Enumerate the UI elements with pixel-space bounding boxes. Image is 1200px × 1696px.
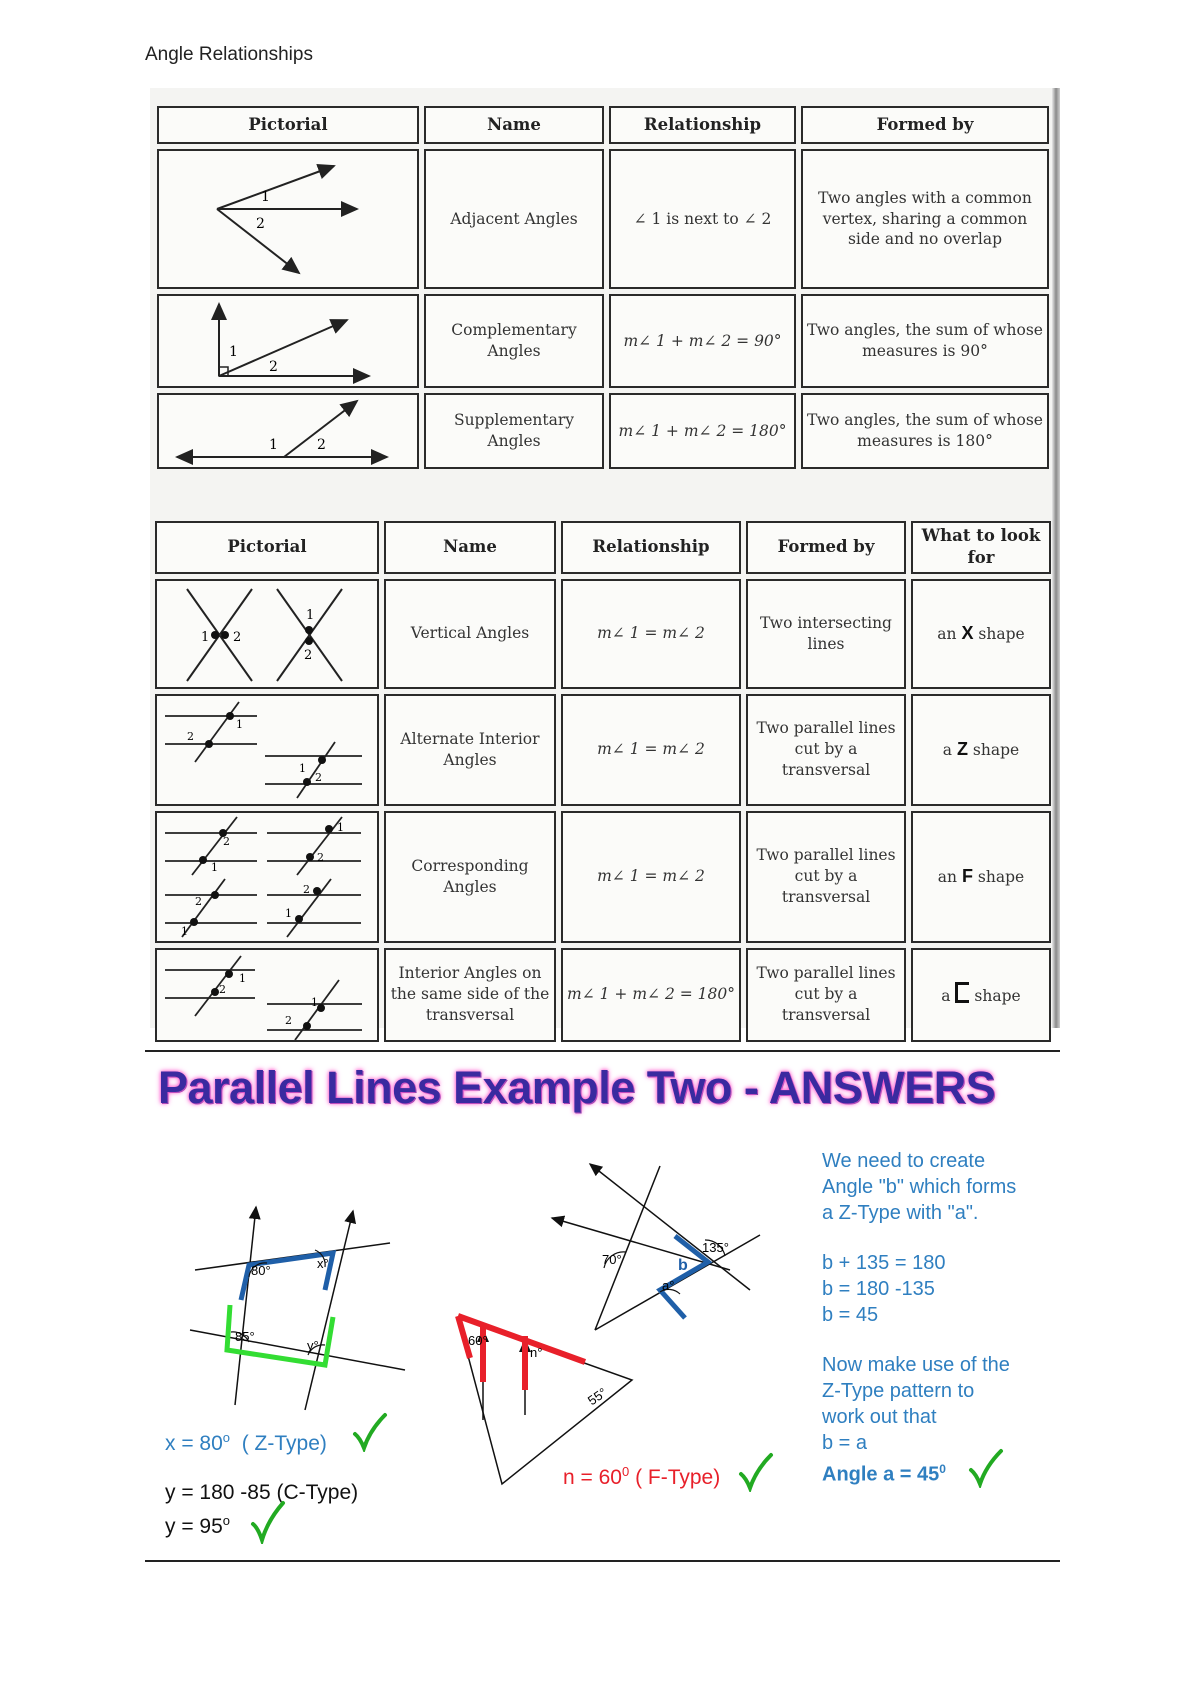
complementary-angles-diagram <box>157 294 419 388</box>
table-header-row <box>157 106 1049 144</box>
angle-label-1: 1 <box>261 189 270 205</box>
x-answer-value: x = 80 <box>165 1432 223 1455</box>
shape-letter-z: Z <box>956 739 968 760</box>
quadrilateral-diagram <box>175 1195 415 1435</box>
table-row <box>155 811 1051 943</box>
angle-label-2: 2 <box>317 850 324 864</box>
degree-symbol: 0 <box>939 1462 946 1476</box>
shape-letter-x: X <box>961 623 974 644</box>
table-row <box>157 393 1049 469</box>
corresponding-angles-diagram <box>155 811 379 943</box>
vertical-angles-name: Vertical Angles <box>384 579 556 689</box>
explanation-line: b + 135 = 180 <box>822 1252 946 1274</box>
look-suffix: shape <box>972 741 1020 760</box>
vertical-angles-formed-by: Two intersecting lines <box>746 579 906 689</box>
section-divider-bottom <box>145 1560 1060 1562</box>
look-prefix: an <box>937 625 957 644</box>
look-prefix: an <box>937 868 958 887</box>
bracket-c-icon <box>955 982 969 1003</box>
explanation-spacer <box>822 1328 1016 1352</box>
header-relationship: Relationship <box>561 521 741 574</box>
angle-label-2: 2 <box>303 882 310 896</box>
corresponding-angles-name: Corresponding Angles <box>384 811 556 943</box>
supplementary-angles-relationship: m∠ 1 + m∠ 2 = 180° <box>609 393 796 469</box>
vertical-angles-relationship: m∠ 1 = m∠ 2 <box>561 579 741 689</box>
alternate-interior-formed-by: Two parallel lines cut by a transversal <box>746 694 906 806</box>
header-name: Name <box>424 106 604 144</box>
corresponding-angles-look-for <box>911 811 1051 943</box>
shape-letter-f: F <box>961 866 973 887</box>
angle-label-1: 1 <box>299 761 306 775</box>
angle-label-2: 2 <box>233 629 242 645</box>
degree-symbol: o <box>222 1513 231 1528</box>
header-formed-by: Formed by <box>746 521 906 574</box>
angle-55-label: 55° <box>584 1384 610 1409</box>
table-row <box>157 149 1049 289</box>
adjacent-angles-formed-by: Two angles with a common vertex, sharing a common side and no overlap <box>801 149 1049 289</box>
n-answer-value: n = 60 <box>563 1466 622 1489</box>
table-row <box>155 694 1051 806</box>
look-prefix: a <box>941 987 951 1006</box>
angle-y-label: y° <box>307 1338 319 1353</box>
x-answer <box>165 1430 327 1456</box>
complementary-angles-relationship: m∠ 1 + m∠ 2 = 90° <box>609 294 796 388</box>
explanation-line: Now make use of the <box>822 1354 1010 1376</box>
same-side-interior-formed-by: Two parallel lines cut by a transversal <box>746 948 906 1042</box>
table-row <box>155 579 1051 689</box>
angle-label-2: 2 <box>315 770 322 784</box>
look-prefix: a <box>942 741 953 760</box>
angle-n-label: n° <box>530 1345 543 1360</box>
y-answer-value: y = 95 <box>165 1515 223 1538</box>
angle-70-label: 70° <box>602 1252 622 1267</box>
adjacent-angles-diagram <box>157 149 419 289</box>
same-side-interior-diagram <box>155 948 379 1042</box>
angle-80-label: 80° <box>251 1263 271 1278</box>
angle-label-1: 1 <box>211 860 218 874</box>
angle-label-2: 2 <box>223 834 230 848</box>
angle-label-1: 1 <box>181 924 188 938</box>
alternate-interior-diagram <box>155 694 379 806</box>
angle-label-1: 1 <box>337 820 344 834</box>
same-side-interior-look-for <box>911 948 1051 1042</box>
n-answer-type: ( F-Type) <box>635 1466 721 1489</box>
alternate-interior-name: Alternate Interior Angles <box>384 694 556 806</box>
angle-135-label: 135° <box>702 1240 729 1255</box>
same-side-interior-name: Interior Angles on the same side of the transversal <box>384 948 556 1042</box>
explanation-spacer <box>822 1226 1016 1250</box>
angle-b-label: b <box>678 1257 688 1274</box>
adjacent-angles-name: Adjacent Angles <box>424 149 604 289</box>
angle-label-2: 2 <box>219 982 226 996</box>
explanation-line: b = a <box>822 1432 868 1454</box>
y-answer-line-2 <box>165 1513 230 1539</box>
table-header-row <box>155 521 1051 574</box>
vertical-angles-look-for <box>911 579 1051 689</box>
n-answer <box>563 1464 720 1490</box>
angle-label-2: 2 <box>195 894 202 908</box>
corresponding-angles-relationship: m∠ 1 = m∠ 2 <box>561 811 741 943</box>
x-answer-type: ( Z-Type) <box>241 1432 327 1455</box>
complementary-angles-formed-by: Two angles, the sum of whose measures is 90° <box>801 294 1049 388</box>
checkmark-icon <box>250 1500 286 1544</box>
page-title: Angle Relationships <box>145 44 313 65</box>
a-answer-value: Angle a = 45 <box>822 1463 940 1486</box>
table-row <box>155 948 1051 1042</box>
angle-60-label: 60° <box>468 1333 488 1348</box>
angle-a-label: a° <box>662 1278 675 1293</box>
explanation-line: b = 45 <box>822 1304 879 1326</box>
explanation-line: Angle "b" which forms <box>822 1176 1017 1198</box>
same-side-interior-relationship: m∠ 1 + m∠ 2 = 180° <box>561 948 741 1042</box>
angle-label-1: 1 <box>285 906 292 920</box>
intersecting-lines-diagram <box>540 1160 780 1340</box>
angle-label-2: 2 <box>285 1013 292 1027</box>
header-relationship: Relationship <box>609 106 796 144</box>
angle-label-2: 2 <box>304 647 313 663</box>
degree-symbol: 0 <box>621 1464 630 1479</box>
y-answer-line-1: y = 180 -85 (C-Type) <box>165 1481 359 1504</box>
degree-symbol: o <box>222 1430 231 1445</box>
explanation-line: We need to create <box>822 1150 986 1172</box>
angle-label-2: 2 <box>256 216 265 232</box>
corresponding-angles-formed-by: Two parallel lines cut by a transversal <box>746 811 906 943</box>
explanation-line: Z-Type pattern to <box>822 1380 975 1402</box>
explanation-line: work out that <box>822 1406 937 1428</box>
look-suffix: shape <box>974 987 1021 1006</box>
header-pictorial: Pictorial <box>155 521 379 574</box>
adjacent-angles-relationship: ∠ 1 is next to ∠ 2 <box>609 149 796 289</box>
alternate-interior-look-for <box>911 694 1051 806</box>
section-divider-top <box>145 1050 1060 1052</box>
header-name: Name <box>384 521 556 574</box>
header-pictorial: Pictorial <box>157 106 419 144</box>
parallel-line-angles-table <box>150 516 1056 1047</box>
look-suffix: shape <box>977 868 1025 887</box>
angle-label-1: 1 <box>201 629 210 645</box>
answers-banner: Parallel Lines Example Two - ANSWERS <box>158 1062 996 1113</box>
table-row <box>157 294 1049 388</box>
complementary-angles-name: Complementary Angles <box>424 294 604 388</box>
angle-label-1: 1 <box>311 995 318 1009</box>
angle-label-1: 1 <box>306 607 315 623</box>
angle-label-1: 1 <box>239 971 246 985</box>
angle-label-2: 2 <box>187 729 194 743</box>
angle-x-label: x° <box>317 1256 329 1271</box>
angle-label-1: 1 <box>236 717 243 731</box>
explanation-line: a Z-Type with "a". <box>822 1202 979 1224</box>
vertical-angles-diagram <box>155 579 379 689</box>
explanation-line: b = 180 -135 <box>822 1278 935 1300</box>
angle-pairs-table <box>152 101 1054 474</box>
checkmark-icon <box>968 1448 1004 1488</box>
header-what-to-look-for: What to look for <box>911 521 1051 574</box>
look-suffix: shape <box>978 625 1025 644</box>
supplementary-angles-diagram <box>157 393 419 469</box>
header-formed-by: Formed by <box>801 106 1049 144</box>
angle-label-1: 1 <box>269 437 278 453</box>
explanation-block <box>822 1148 1016 1488</box>
supplementary-angles-name: Supplementary Angles <box>424 393 604 469</box>
checkmark-icon <box>738 1452 774 1492</box>
checkmark-icon <box>352 1412 388 1452</box>
angle-label-1: 1 <box>229 344 238 360</box>
angle-label-2: 2 <box>269 359 278 375</box>
angle-label-2: 2 <box>317 437 326 453</box>
angle-85-label: 85° <box>235 1329 255 1344</box>
supplementary-angles-formed-by: Two angles, the sum of whose measures is 180° <box>801 393 1049 469</box>
alternate-interior-relationship: m∠ 1 = m∠ 2 <box>561 694 741 806</box>
